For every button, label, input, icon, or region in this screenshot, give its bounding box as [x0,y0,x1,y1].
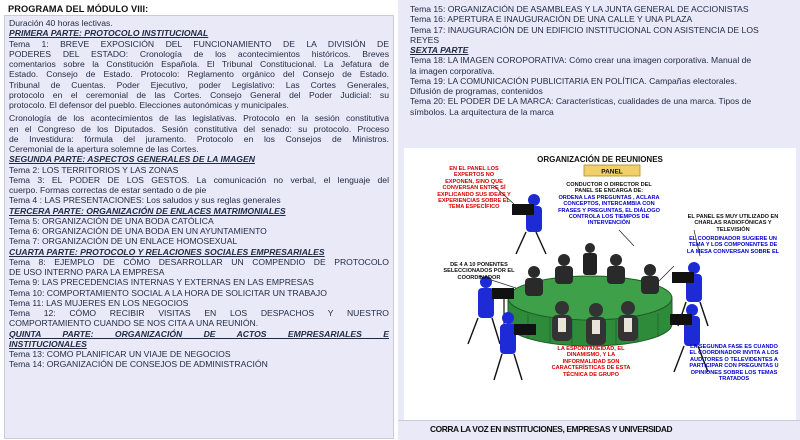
program-body [4,15,394,439]
duration-text: Duración 40 horas lectivas. [9,18,113,28]
tema12-line: Tema 12: CÓMO RECIBIR VISITAS EN LOS DESPACHOS Y NUESTRO [9,308,389,318]
tema4-text: Tema 4 : LAS PRESENTACIONES: Los saludos y sus reglas generales [9,195,281,206]
usage-note-line: EL PANEL ES MUY UTILIZADO EN [687,214,779,220]
usage-note-line: TELEVISIÓN [716,226,750,233]
meeting-diagram [404,148,796,420]
speakers-note-line: DE 4 A 10 PONENTES [450,262,508,268]
tema20-line: Tema 20: EL PODER DE LA MARCA: Características, cualidades de una marca. Tipos de [410,96,752,107]
red-note-line: EXPERTOS NO [453,172,495,179]
tema1-line: comentarios sobre la Constitución Española. El Tribunal Constitucional. La Jefatura de [9,59,389,69]
spontaneity-note-line: CARACTERÍSTICAS DE ESTA [551,365,631,372]
tema5-text: Tema 5: ORGANIZACIÓN DE UNA BODA CATÓLICA [9,215,214,226]
tema1-line: protocolo. El defensor del pueblo. Elecciones autonómicas y municipales. [9,100,289,110]
moderator-note-line: INTERVENCIÓN [587,220,631,227]
part2-title: SEGUNDA PARTE: ASPECTOS GENERALES DE LA IMAGEN [9,154,255,165]
tema20-line: símbolos. La arquitectura de la marca [410,106,554,117]
tema7-text: Tema 7: ORGANIZACIÓN DE UN ENLACE HOMOSEXUAL [9,236,238,247]
tema18-line: la imagen corporativa. [410,65,495,76]
second-phase-line: LA SEGUNDA FASE ES CUANDO [690,344,778,350]
moderator-note-line: ORDENA LAS PREGUNTAS , ACLARA [558,194,660,201]
tema8-line: Tema 8: EJEMPLO DE CÓMO DESARROLLAR UN COMPENDIO DE PROTOCOLO [9,256,389,267]
moderator-note-line: CONTROLA LOS TIEMPOS DE [568,214,650,221]
tema3-line: cuerpo. Formas correctas de estar sentado o de pie [9,185,207,195]
usage-note-line: CHARLAS RADIOFÓNICAS Y [694,220,772,227]
tema2-text: Tema 2: LOS TERRITORIOS Y LAS ZONAS [9,164,179,175]
tema9-text: Tema 9: LAS PRECEDENCIAS INTERNAS Y EXTERNAS EN LAS EMPRESAS [9,277,314,288]
part1-title: PRIMERA PARTE: PROTOCOLO INSTITUCIONAL [9,28,209,39]
red-note-line: EXPONEN, SINO QUE [445,178,503,185]
panel-label: PANEL [601,168,623,176]
spontaneity-note [536,346,646,378]
tema12-line: COMPORTAMIENTO CUANDO SE NOS CITA A UNA REUNIÓN. [9,318,259,329]
red-note-line: CONVERSAN ENTRE SÍ [442,185,506,192]
footer-label: CORRA LA VOZ EN INSTITUCIONES, EMPRESAS Y UNIVERSIDAD [430,424,673,434]
moderator-note-line: CONCEPTOS, INTERCAMBIA CON [563,201,655,208]
tema8-line: DE USO INTERNO PARA LA EMPRESA [9,267,165,277]
red-note-panel-experts [428,166,520,211]
second-phase-line: AUDITORES O TELEVIDENTES A [690,356,778,363]
chrono-line: de Investidura: fórmula del juramento. Protocolo en los Consejos de Ministros. [9,133,389,144]
chrono-line: en el Congreso de los Diputados. Sesión constitutiva del senado: su protocolo. Proceso [9,123,389,134]
panel-usage-note [672,214,794,233]
spontaneity-note-line: TÉCNICA DE GRUPO [562,371,620,378]
red-note-line: TEMA ESPECÍFICO [448,204,500,211]
tema17-line: Tema 17: INAUGURACIÓN DE UN EDIFICIO INSTITUCIONAL CON ASISTENCIA DE LOS [410,24,759,35]
speakers-count-note [434,262,524,281]
part5-title: INSTITUCIONALES [9,338,87,349]
tema3-line: Tema 3: EL PODER DE LOS GESTOS. La comunicación no verbal, el lenguaje del [9,174,389,185]
second-phase-line: PARTICIPAR CON PREGUNTAS U [689,363,779,370]
coordinator-note-line: LA MESA CONVERSAN SOBRE EL [686,248,780,255]
spontaneity-note-line: DINAMISMO, Y LA [566,352,616,359]
speakers-note-line: COORDINADOR [457,274,501,281]
part3-title: TERCERA PARTE: ORGANIZACIÓN DE ENLACES MATRIMONIALES [9,205,286,216]
tema1-line: Estado. Consejo de Estado. Protocolo: Reglamento orgánico del Consejo de Estado. [9,69,389,80]
second-phase-line: OPINIONES SOBRE LOS TEMAS [690,369,778,376]
tema19-line: Tema 19: LA COMUNICACIÓN PUBLICITARIA EN POLÍTICA. Campañas electorales. [410,75,737,86]
moderator-note-line: CONDUCTOR O DIRECTOR DEL [566,182,652,188]
diagram-title: ORGANIZACIÓN DE REUNIONES [537,155,663,164]
spontaneity-note-line: LA ESPONTANEIDAD, EL [557,346,625,352]
red-note-line: EN EL PANEL LOS [449,166,499,172]
tema6-text: Tema 6: ORGANIZACIÓN DE UNA BODA EN UN AYUNTAMIENTO [9,226,267,236]
moderator-note-line: FRASES Y PREGUNTAS, EL DIÁLOGO [558,207,660,214]
tema16-text: Tema 16: APERTURA E INAUGURACIÓN DE UNA CALLE Y UNA PLAZA [410,14,693,25]
second-phase-line: TRATADOS [718,376,750,383]
part6-title: SEXTA PARTE [410,45,469,55]
moderator-note-line: PANEL SE ENCARGA DE: [574,188,644,195]
tema14-text: Tema 14: ORGANIZACIÓN DE CONSEJOS DE ADMINISTRACIÓN [9,359,268,370]
tema19-line: Difusión de programas, contenidos [410,86,543,96]
chrono-line: Ceremonial de la apertura solemne de las Cortes. [9,144,199,154]
tema1-line: Tema 1: BREVE EXPOSICIÓN DEL FUNCIONAMIENTO DE LA DIVISIÓN DE [9,38,389,49]
speakers-note-line: SELECCIONADOS POR EL [443,268,515,275]
part4-title: CUARTA PARTE: PROTOCOLO Y RELACIONES SOCIALES EMPRESARIALES [9,246,325,257]
tema17-line: REYES [410,34,440,45]
tema10-text: Tema 10: COMPORTAMIENTO SOCIAL A LA HORA DE SOLICITAR UN TRABAJO [9,287,327,298]
red-note-line: EXPLICANDO SUS IDEAS Y [437,191,511,198]
tema1-line: PODERES DEL ESTADO: Cronología de los acontecimientos históricos. Breves [9,48,389,59]
program-title: PROGRAMA DEL MÓDULO VIII: [8,1,158,17]
second-phase-line: EL COORDINADOR INVITA A LOS [689,350,779,357]
coordinator-topic-note [672,236,794,255]
tema13-text: Tema 13: COMO PLANIFICAR UN VIAJE DE NEGOCIOS [9,349,231,359]
tema11-text: Tema 11: LAS MUJERES EN LOS NEGOCIOS [9,297,189,308]
part5-title: QUINTA PARTE: ORGANIZACIÓN DE ACTOS EMPRESARIALES E [9,328,389,339]
spontaneity-note-line: INFORMALIDAD SON [562,358,620,365]
coordinator-note-line: TEMA Y LOS COMPONENTES DE [688,242,778,249]
second-phase-note [674,344,794,382]
program-continued [398,0,800,142]
tema18-line: Tema 18: LA IMAGEN COROPORATIVA: Cómo crear una imagen corporativa. Manual de [410,55,752,66]
chrono-line: Cronología de los acontecimientos de las legislativas. Protocolo en la sesión constitutiva [9,113,389,124]
tema15-text: Tema 15: ORGANIZACIÓN DE ASAMBLEAS Y LA JUNTA GENERAL DE ACCIONISTAS [410,4,749,14]
moderator-duties-note [544,182,674,227]
coordinator-note-line: EL COORDINADOR SUGIERE UN [689,236,777,242]
tema1-line: protocolo en el ceremonial de las Cortes. Consejo General del Poder Judicial: su [9,89,389,100]
red-note-line: EXPERIENCIAS SOBRE EL [438,198,510,205]
tema1-line: Tribunal de Cuentas. Poder Ejecutivo, poder Legislativo: Las Cortes Generales, [9,79,389,90]
